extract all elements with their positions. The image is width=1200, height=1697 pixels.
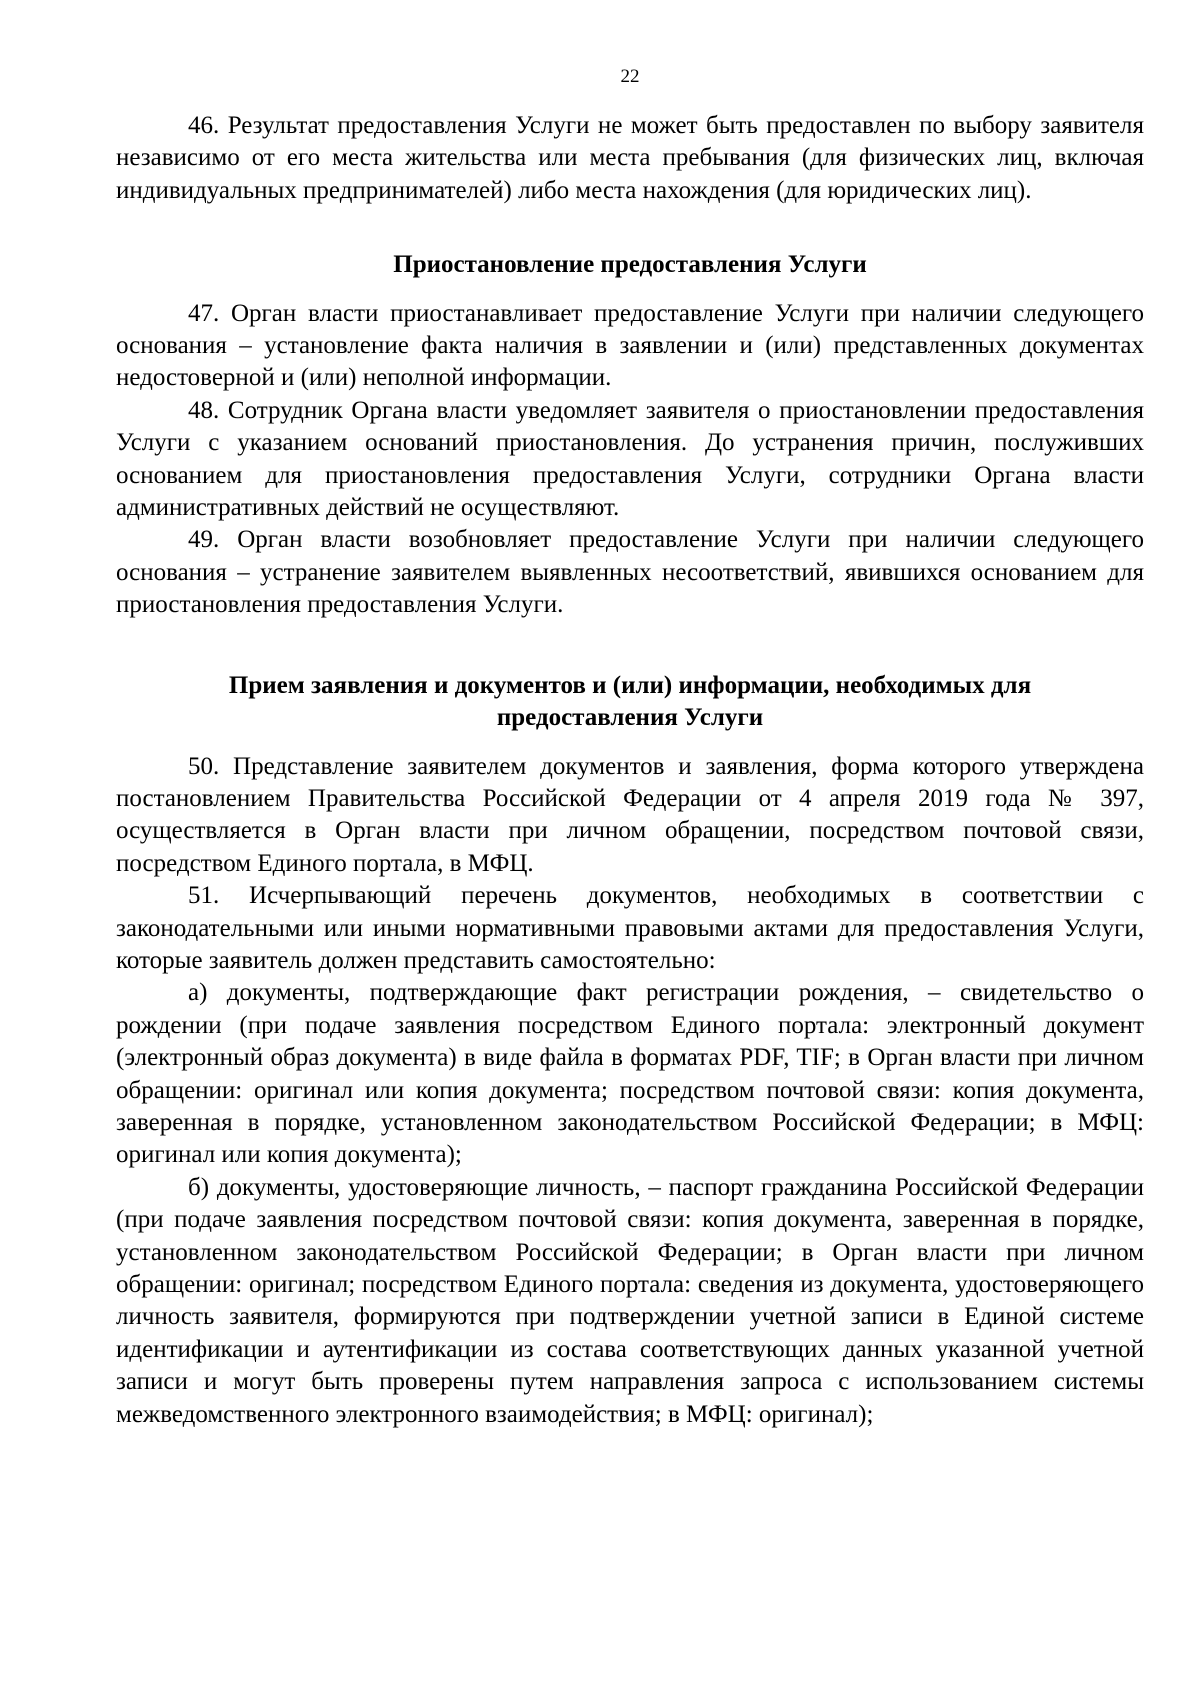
paragraph-51-item-a: а) документы, подтверждающие факт регистрации рождения, – свидетельство о рождении (при подаче заявления посредством Единого портала: электронный документ (электронный образ документа) в виде файла в форматах PDF, TIF; в Орган власти при личном обращении: оригинал или копия документа; посредством почтовой связи: копия документа, заверенная в порядке, установленном законодательством Российской Федерации; в МФЦ: оригинал или копия документа);	[116, 979, 1144, 1169]
section-heading-suspension: Приостановление предоставления Услуги	[393, 251, 867, 279]
paragraph-47: 47. Орган власти приостанавливает предоставление Услуги при наличии следующего основания – установление факта наличия в заявлении и (или) представленных документах недостоверной и (или) неполной информации.	[116, 299, 1144, 392]
paragraph-48: 48. Сотрудник Органа власти уведомляет заявителя о приостановлении предоставления Услуги с указанием оснований приостановления. До устранения причин, послуживших основанием для приостановления предоставления Услуги, сотрудники Органа власти административных действий не осуществляют.	[116, 396, 1144, 522]
page-number: 22	[620, 66, 640, 87]
paragraph-51: 51. Исчерпывающий перечень документов, необходимых в соответствии с законодательными или иными нормативными правовыми актами для предоставления Услуги, которые заявитель должен представить самостоятельно:	[116, 882, 1144, 974]
paragraph-49: 49. Орган власти возобновляет предоставление Услуги при наличии следующего основания – устранение заявителем выявленных несоответствий, явившихся основанием для приостановления предоставления Услуги.	[116, 526, 1144, 619]
spacer	[116, 735, 1144, 751]
spacer	[116, 622, 1144, 670]
document-page	[116, 66, 1144, 1431]
spacer	[116, 282, 1144, 298]
section-heading-reception-line-2: предоставления Услуги	[496, 704, 764, 732]
section-heading-reception	[116, 670, 1144, 735]
paragraph-50: 50. Представление заявителем документов и заявления, форма которого утверждена постановлением Правительства Российской Федерации от 4 апреля 2019 года № 397, осуществляется в Орган власти при личном обращении, посредством почтовой связи, посредством Единого портала, в МФЦ.	[116, 752, 1144, 877]
paragraph-51-item-b: б) документы, удостоверяющие личность, – паспорт гражданина Российской Федерации (при подаче заявления посредством почтовой связи: копия документа, заверенная в порядке, установленном законодательством Российской Федерации; в Орган власти при личном обращении: оригинал; посредством Единого портала: сведения из документа, удостоверяющего личность заявителя, формируются при подтверждении учетной записи в Единой системе идентификации и аутентификации из состава соответствующих данных указанной учетной записи и могут быть проверены путем направления запроса с использованием системы межведомственного электронного взаимодействия; в МФЦ: оригинал);	[116, 1173, 1144, 1428]
section-heading-reception-line-1: Прием заявления и документов и (или) информации, необходимых для	[228, 671, 1032, 699]
paragraph-46: 46. Результат предоставления Услуги не может быть предоставлен по выбору заявителя независимо от его места жительства или места пребывания (для физических лиц, включая индивидуальных предпринимателей) либо места нахождения (для юридических лиц).	[116, 112, 1144, 204]
spacer	[116, 207, 1144, 249]
